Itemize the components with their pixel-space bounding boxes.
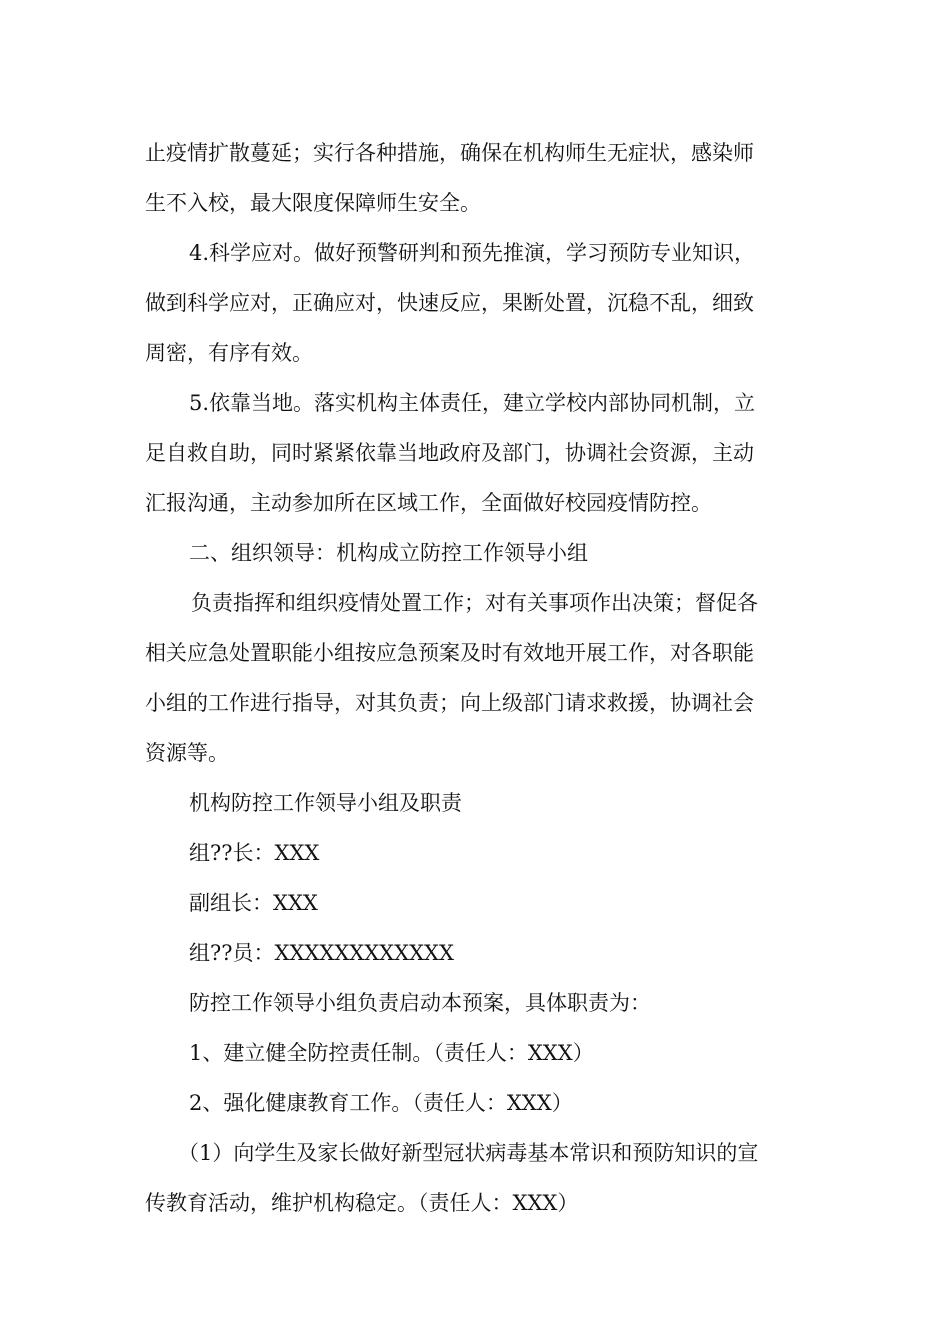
duty-item-1 bbox=[145, 1028, 807, 1078]
text-line: 组??员：XXXXXXXXXXXX bbox=[189, 941, 454, 965]
group-members bbox=[145, 928, 807, 978]
text-line: 机构防控工作领导小组及职责 bbox=[189, 791, 462, 815]
text-line: 小组的工作进行指导，对其负责；向上级部门请求救援，协调社会 bbox=[145, 691, 754, 715]
paragraph-scientific-response bbox=[145, 228, 807, 378]
text-line: 负责指挥和组织疫情处置工作；对有关事项作出决策；督促各 bbox=[191, 591, 758, 615]
text-line: 止疫情扩散蔓延；实行各种措施，确保在机构师生无症状，感染师 bbox=[145, 141, 754, 165]
group-leader bbox=[145, 828, 807, 878]
document-body bbox=[145, 128, 807, 1228]
text-line: 1、建立健全防控责任制。（责任人：XXX） bbox=[189, 1041, 594, 1065]
text-line: 周密，有序有效。 bbox=[145, 341, 313, 365]
text-line: 传教育活动，维护机构稳定。（责任人：XXX） bbox=[145, 1191, 579, 1215]
text-line: 汇报沟通，主动参加所在区域工作，全面做好校园疫情防控。 bbox=[145, 491, 712, 515]
duty-item-2 bbox=[145, 1078, 807, 1128]
paragraph-rely-on-local bbox=[145, 378, 807, 528]
group-deputy-leader bbox=[145, 878, 807, 928]
text-line: 相关应急处置职能小组按应急预案及时有效地开展工作，对各职能 bbox=[145, 641, 754, 665]
text-line: 4.科学应对。做好预警研判和预先推演，学习预防专业知识， bbox=[189, 241, 756, 265]
section-heading-organization bbox=[145, 528, 807, 578]
text-line: 做到科学应对，正确应对，快速反应，果断处置，沉稳不乱，细致 bbox=[145, 291, 754, 315]
paragraph-continuation bbox=[145, 128, 807, 228]
text-line: 防控工作领导小组负责启动本预案，具体职责为： bbox=[189, 991, 651, 1015]
text-line: 组??长：XXX bbox=[189, 841, 320, 865]
paragraph-responsibilities bbox=[145, 578, 807, 778]
text-line: 资源等。 bbox=[145, 741, 229, 765]
group-title bbox=[145, 778, 807, 828]
text-line: 生不入校，最大限度保障师生安全。 bbox=[145, 191, 481, 215]
duties-intro bbox=[145, 978, 807, 1028]
text-line: （1）向学生及家长做好新型冠状病毒基本常识和预防知识的宣 bbox=[178, 1141, 759, 1165]
text-line: 5.依靠当地。落实机构主体责任，建立学校内部协同机制，立 bbox=[189, 391, 756, 415]
text-line: 副组长：XXX bbox=[189, 891, 318, 915]
text-line: 二、组织领导：机构成立防控工作领导小组 bbox=[189, 541, 588, 565]
text-line: 2、强化健康教育工作。（责任人：XXX） bbox=[189, 1091, 573, 1115]
text-line: 足自救自助，同时紧紧依靠当地政府及部门，协调社会资源，主动 bbox=[145, 441, 754, 465]
duty-subitem-1 bbox=[145, 1128, 807, 1228]
